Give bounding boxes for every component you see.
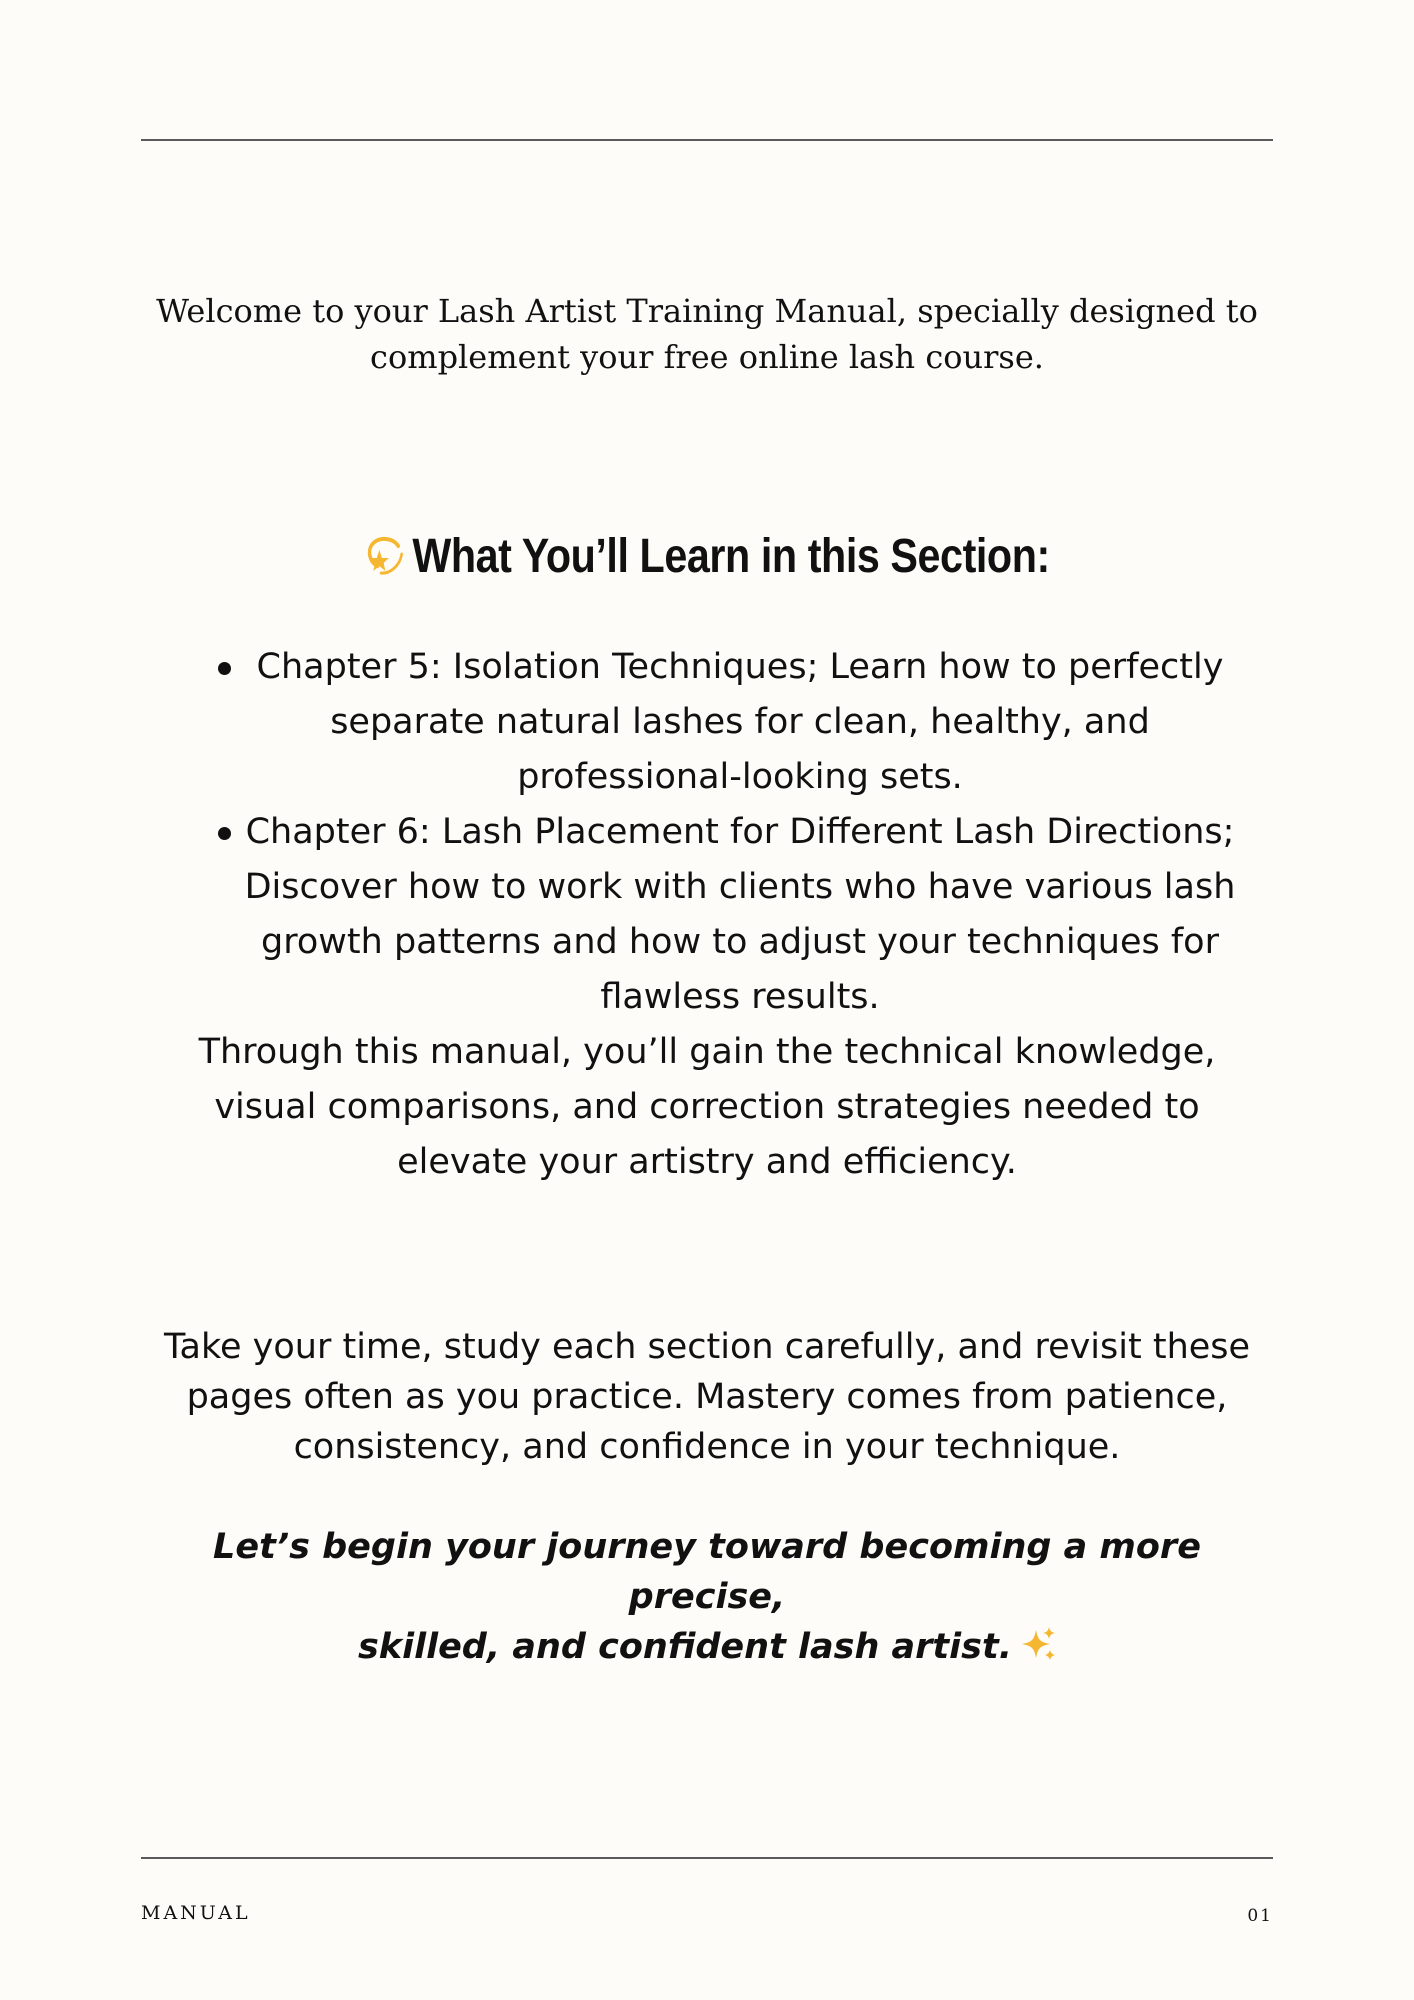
bottom-divider xyxy=(141,1857,1273,1859)
footer-label: MANUAL xyxy=(141,1902,251,1924)
page-number: 01 xyxy=(1247,1906,1273,1926)
through-paragraph xyxy=(141,1025,1273,1190)
paragraph-line: pages often as you practice. Mastery comes from patience, xyxy=(186,1377,1228,1417)
closing-line-text: skilled, and confident lash artist. xyxy=(357,1627,1013,1667)
intro-line: complement your free online lash course. xyxy=(370,338,1044,376)
intro-paragraph xyxy=(141,288,1273,380)
closing-line-2 xyxy=(141,1622,1273,1676)
paragraph-line: visual comparisons, and correction strategies needed to xyxy=(214,1087,1200,1127)
paragraph-line: Through this manual, you’ll gain the technical knowledge, xyxy=(198,1032,1216,1072)
section-heading-text: What You’ll Learn in this Section: xyxy=(412,530,1050,583)
take-time-paragraph xyxy=(141,1322,1273,1472)
dizzy-star-icon xyxy=(364,529,404,593)
chapter-line: Chapter 6: Lash Placement for Different Lash Directions; xyxy=(245,812,1235,852)
section-heading xyxy=(220,525,1194,593)
closing-statement xyxy=(141,1522,1273,1676)
closing-line: Let’s begin your journey toward becoming a more precise, xyxy=(213,1527,1201,1617)
chapter-line: flawless results. xyxy=(600,977,880,1017)
chapter-line: Discover how to work with clients who have various lash xyxy=(244,867,1236,907)
list-item xyxy=(190,805,1240,1025)
chapter-line: Chapter 5: Isolation Techniques; Learn how to perfectly xyxy=(256,647,1224,687)
chapter-line: separate natural lashes for clean, healthy, and xyxy=(330,702,1150,742)
paragraph-line: consistency, and confidence in your technique. xyxy=(293,1427,1121,1467)
top-divider xyxy=(141,139,1273,141)
chapter-line: professional-looking sets. xyxy=(517,757,963,797)
chapter-line: growth patterns and how to adjust your techniques for xyxy=(261,922,1219,962)
paragraph-line: elevate your artistry and efficiency. xyxy=(397,1142,1017,1182)
paragraph-line: Take your time, study each section carefully, and revisit these xyxy=(163,1327,1251,1367)
bullet-icon xyxy=(218,827,231,840)
bullet-icon xyxy=(218,662,231,675)
chapter-list xyxy=(190,640,1240,1025)
intro-line: Welcome to your Lash Artist Training Manual, specially designed to xyxy=(156,292,1258,330)
list-item xyxy=(190,640,1240,805)
sparkles-icon xyxy=(1020,1626,1056,1676)
